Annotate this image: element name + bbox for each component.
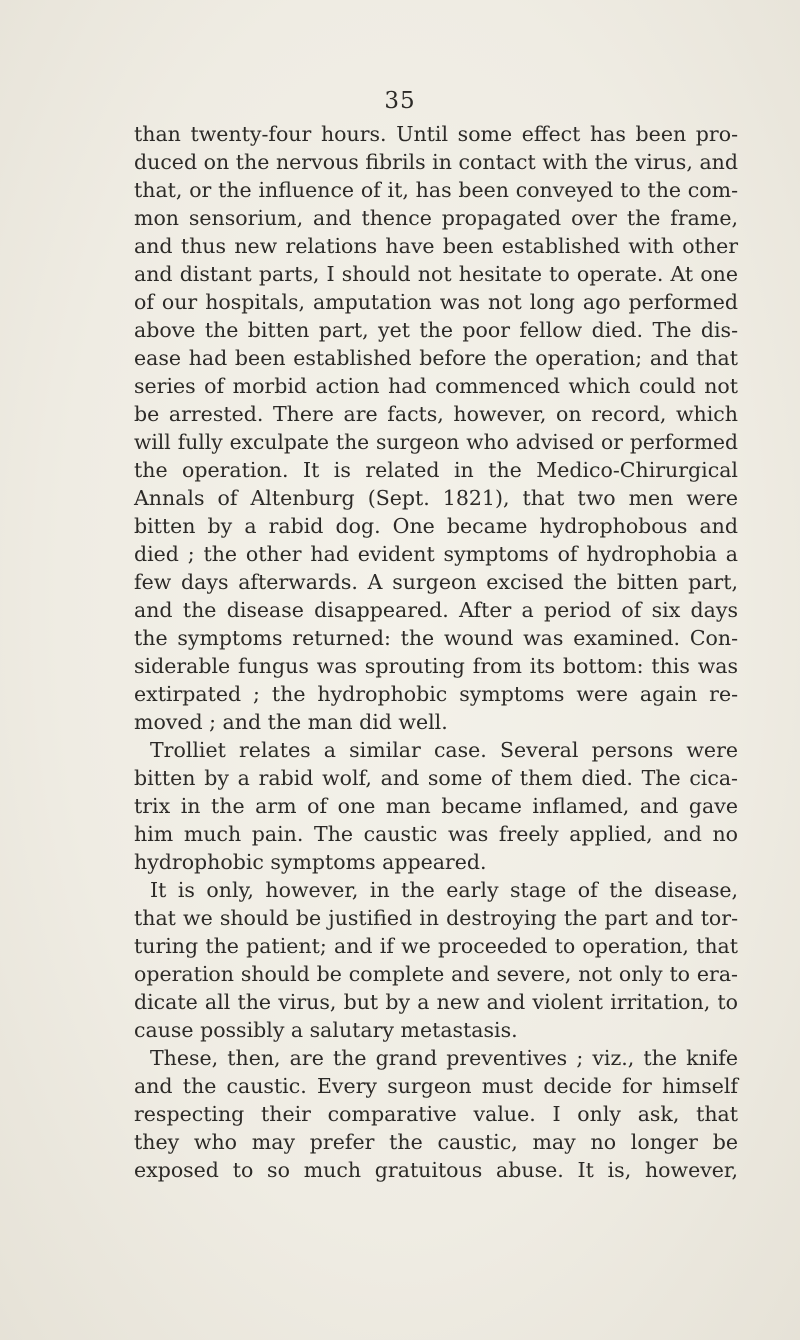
text-line: exposed to so much gratuitous abuse. It is, however, xyxy=(134,1158,738,1182)
text-line: and distant parts, I should not hesitate to operate. At one xyxy=(134,262,738,286)
text-line: These, then, are the grand preventives ; viz., the knife xyxy=(150,1046,738,1070)
text-line: extirpated ; the hydrophobic symptoms were again re- xyxy=(134,682,738,706)
text-line: mon sensorium, and thence propagated over the frame, xyxy=(134,206,738,230)
text-line: died ; the other had evident symptoms of hydrophobia a xyxy=(134,542,738,566)
text-line: will fully exculpate the surgeon who advised or performed xyxy=(134,430,738,454)
text-line: dicate all the virus, but by a new and violent irritation, to xyxy=(134,990,738,1014)
text-line: they who may prefer the caustic, may no longer be xyxy=(134,1130,738,1154)
text-line: moved ; and the man did well. xyxy=(134,710,448,734)
text-line: of our hospitals, amputation was not long ago performed xyxy=(134,290,738,314)
page-number: 35 xyxy=(384,88,416,114)
text-line: bitten by a rabid wolf, and some of them died. The cica- xyxy=(134,766,738,790)
text-line: trix in the arm of one man became inflamed, and gave xyxy=(134,794,738,818)
text-line: turing the patient; and if we proceeded to operation, that xyxy=(134,934,738,958)
text-line: him much pain. The caustic was freely applied, and no xyxy=(134,822,738,846)
text-line: Annals of Altenburg (Sept. 1821), that two men were xyxy=(134,486,738,510)
text-line: than twenty-four hours. Until some effect has been pro- xyxy=(134,122,738,146)
text-line: and the disease disappeared. After a period of six days xyxy=(134,598,738,622)
text-line: siderable fungus was sprouting from its bottom: this was xyxy=(134,654,738,678)
text-line: few days afterwards. A surgeon excised the bitten part, xyxy=(134,570,738,594)
text-line: be arrested. There are facts, however, on record, which xyxy=(134,402,738,426)
text-line: that, or the influence of it, has been conveyed to the com- xyxy=(134,178,738,202)
text-line: It is only, however, in the early stage of the disease, xyxy=(150,878,738,902)
body-text xyxy=(134,120,738,1184)
text-line: respecting their comparative value. I only ask, that xyxy=(134,1102,738,1126)
text-line: and thus new relations have been established with other xyxy=(134,234,738,258)
text-line: and the caustic. Every surgeon must decide for himself xyxy=(134,1074,738,1098)
text-line: Trolliet relates a similar case. Several persons were xyxy=(150,738,738,762)
text-line: the operation. It is related in the Medico-Chirurgical xyxy=(134,458,738,482)
text-line: ease had been established before the operation; and that xyxy=(134,346,738,370)
text-line: operation should be complete and severe, not only to era- xyxy=(134,962,738,986)
text-line: hydrophobic symptoms appeared. xyxy=(134,850,487,874)
text-line: cause possibly a salutary metastasis. xyxy=(134,1018,518,1042)
text-line: duced on the nervous fibrils in contact with the virus, and xyxy=(134,150,738,174)
text-line: bitten by a rabid dog. One became hydrophobous and xyxy=(134,514,738,538)
text-line: the symptoms returned: the wound was examined. Con- xyxy=(134,626,738,650)
text-line: series of morbid action had commenced which could not xyxy=(134,374,738,398)
text-line: that we should be justified in destroying the part and tor- xyxy=(134,906,738,930)
text-line: above the bitten part, yet the poor fellow died. The dis- xyxy=(134,318,738,342)
